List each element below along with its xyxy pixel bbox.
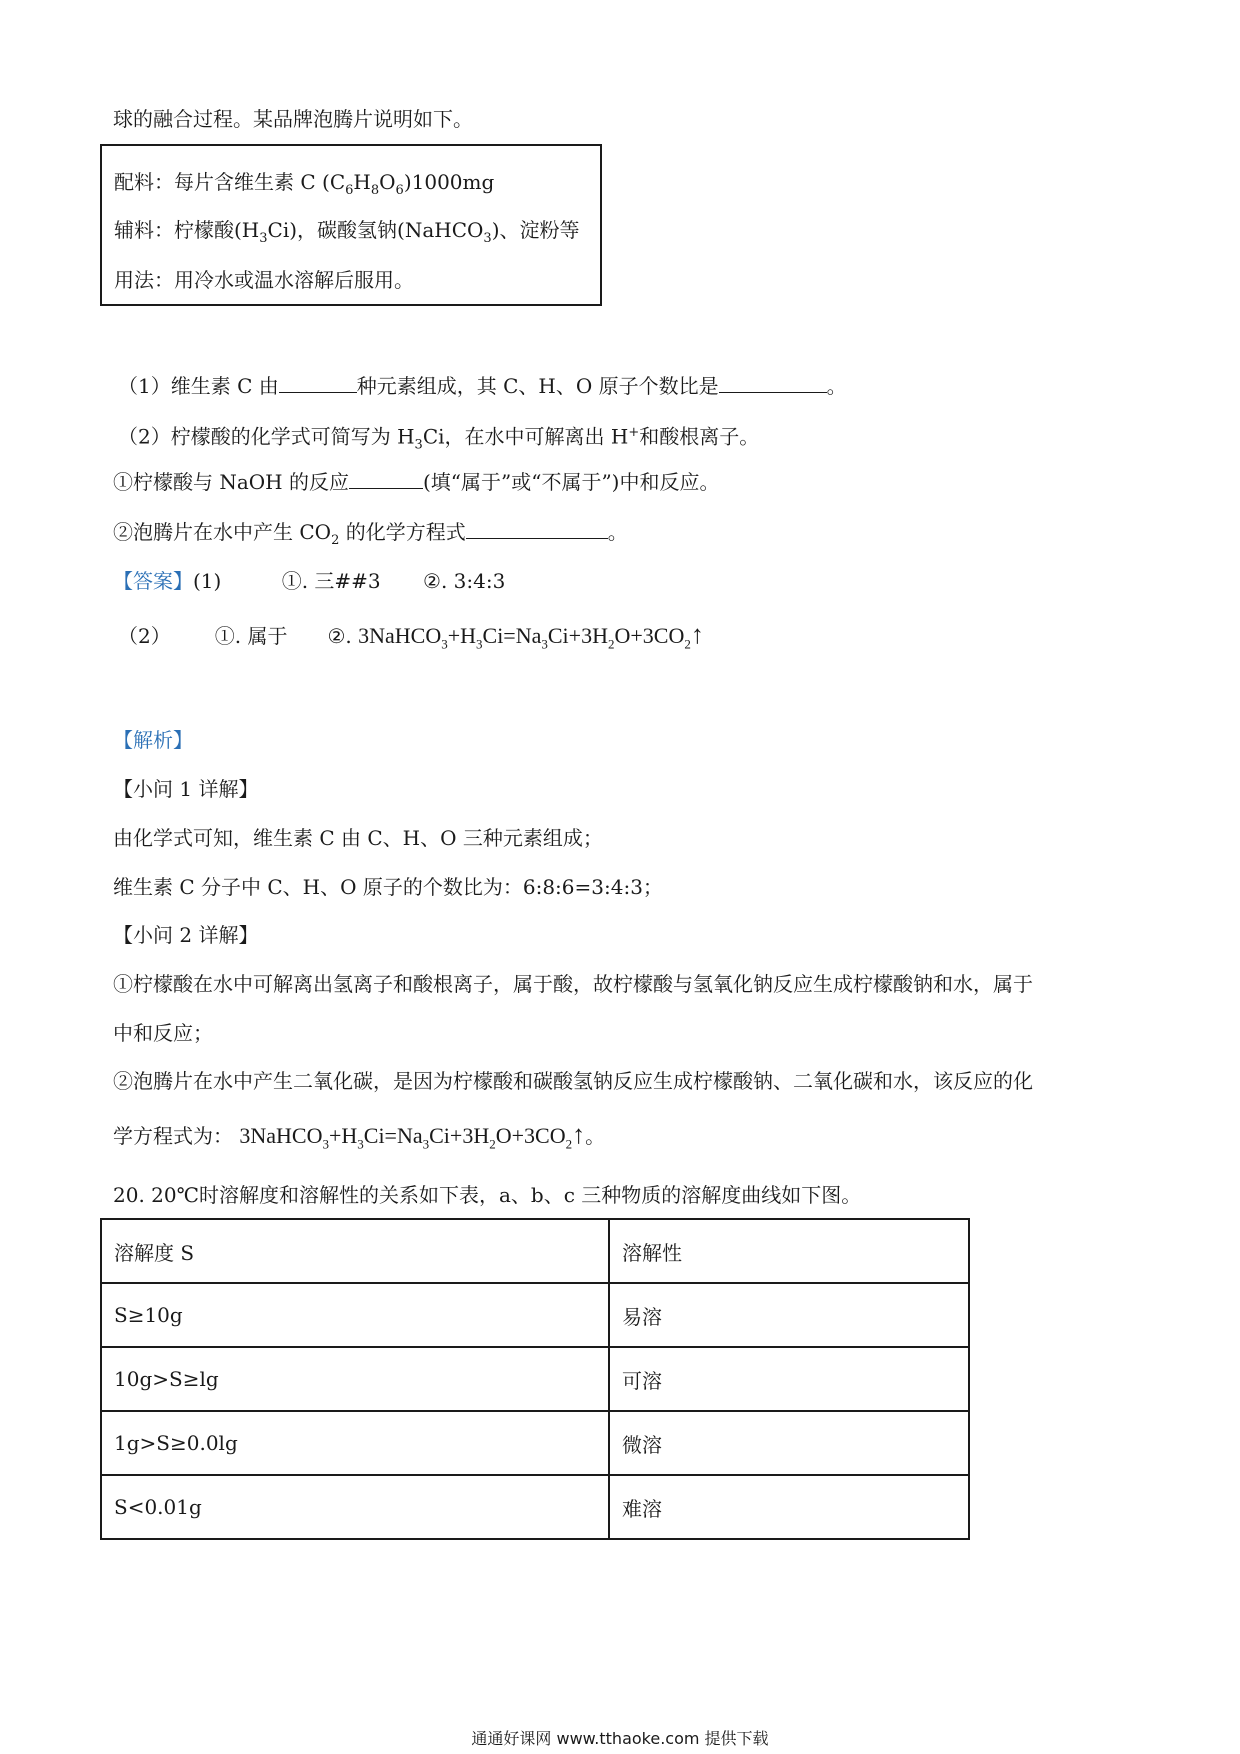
question-20-title: 20. 20℃时溶解度和溶解性的关系如下表，a、b、c 三种物质的溶解度曲线如下图。 xyxy=(113,1183,862,1207)
answer-line-1: 【答案】(1) ①. 三##3 ②. 3:4:3 xyxy=(113,569,506,593)
intro-text: 球的融合过程。某品牌泡腾片说明如下。 xyxy=(113,107,473,131)
answer-line-2: （2） ①. 属于 ②. $3NaHCO_3+H_3Ci=Na_3Ci+3H_2O+3CO_2↑$ xyxy=(118,620,704,652)
table-cell: 溶解性 xyxy=(609,1219,969,1283)
table-row xyxy=(101,1347,969,1411)
analysis-sub1-title: 【小问 1 详解】 xyxy=(113,777,259,801)
analysis-sub2-title: 【小问 2 详解】 xyxy=(113,923,259,947)
table-cell: 1g>S≥0.0lg xyxy=(101,1411,609,1475)
table-cell: 可溶 xyxy=(609,1347,969,1411)
answer-tag: 【答案】 xyxy=(113,569,193,593)
page-footer: 通通好课网 www.tthaoke.com 提供下载 xyxy=(471,1729,769,1748)
box-ingredients: 配料：每片含维生素 C $(C_6H_8O_6)1000mg$ xyxy=(114,170,495,198)
answer-blank xyxy=(466,518,608,539)
table-row xyxy=(101,1475,969,1539)
table-cell: 溶解度 S xyxy=(101,1219,609,1283)
question-1: （1）维生素 C 由 种元素组成，其 C、H、O 原子个数比是 。 xyxy=(118,374,847,398)
table-cell: S<0.01g xyxy=(101,1475,609,1539)
table-row xyxy=(101,1411,969,1475)
table-cell: 微溶 xyxy=(609,1411,969,1475)
box-usage: 用法：用冷水或温水溶解后服用。 xyxy=(114,268,414,292)
question-2-2: ②泡腾片在水中产生 $CO_2$ 的化学方程式 。 xyxy=(113,520,628,548)
chemical-equation: $3NaHCO_3+H_3Ci=Na_3Ci+3H_2O+3CO_2↑$ xyxy=(239,1120,586,1152)
box-auxiliary: 辅料：柠檬酸$(H_3Ci)$，碳酸氢钠(NaHCO$_3$)、淀粉等 xyxy=(114,218,580,246)
question-2: （2）柠檬酸的化学式可简写为 $H_3Ci$，在水中可解离出 H+和酸根离子。 xyxy=(118,424,760,453)
analysis-tag: 【解析】 xyxy=(113,728,193,752)
analysis-sub2-line1: ①柠檬酸在水中可解离出氢离子和酸根离子，属于酸，故柠檬酸与氢氧化钠反应生成柠檬酸钠和水，属于 xyxy=(113,972,1033,996)
table-cell: S≥10g xyxy=(101,1283,609,1347)
solubility-table xyxy=(100,1218,970,1540)
analysis-sub2-line4: 学方程式为： $3NaHCO_3+H_3Ci=Na_3Ci+3H_2O+3CO_2↑$。 xyxy=(113,1120,606,1152)
chemical-equation: $3NaHCO_3+H_3Ci=Na_3Ci+3H_2O+3CO_2↑$ xyxy=(358,620,704,652)
product-info-box xyxy=(100,144,602,306)
table-cell: 10g>S≥lg xyxy=(101,1347,609,1411)
analysis-sub2-line2: 中和反应； xyxy=(113,1021,213,1045)
table-cell: 易溶 xyxy=(609,1283,969,1347)
answer-blank xyxy=(349,468,423,489)
analysis-sub1-line1: 由化学式可知，维生素 C 由 C、H、O 三种元素组成； xyxy=(113,826,603,850)
answer-blank xyxy=(279,372,357,393)
table-header-row xyxy=(101,1219,969,1283)
table-cell: 难溶 xyxy=(609,1475,969,1539)
table-row xyxy=(101,1283,969,1347)
question-2-1: ①柠檬酸与 NaOH 的反应 (填“属于”或“不属于”)中和反应。 xyxy=(113,470,720,494)
analysis-sub1-line2: 维生素 C 分子中 C、H、O 原子的个数比为：6:8:6=3:4:3； xyxy=(113,875,663,899)
analysis-sub2-line3: ②泡腾片在水中产生二氧化碳，是因为柠檬酸和碳酸氢钠反应生成柠檬酸钠、二氧化碳和水，该反应的化 xyxy=(113,1069,1033,1093)
answer-blank xyxy=(719,372,827,393)
